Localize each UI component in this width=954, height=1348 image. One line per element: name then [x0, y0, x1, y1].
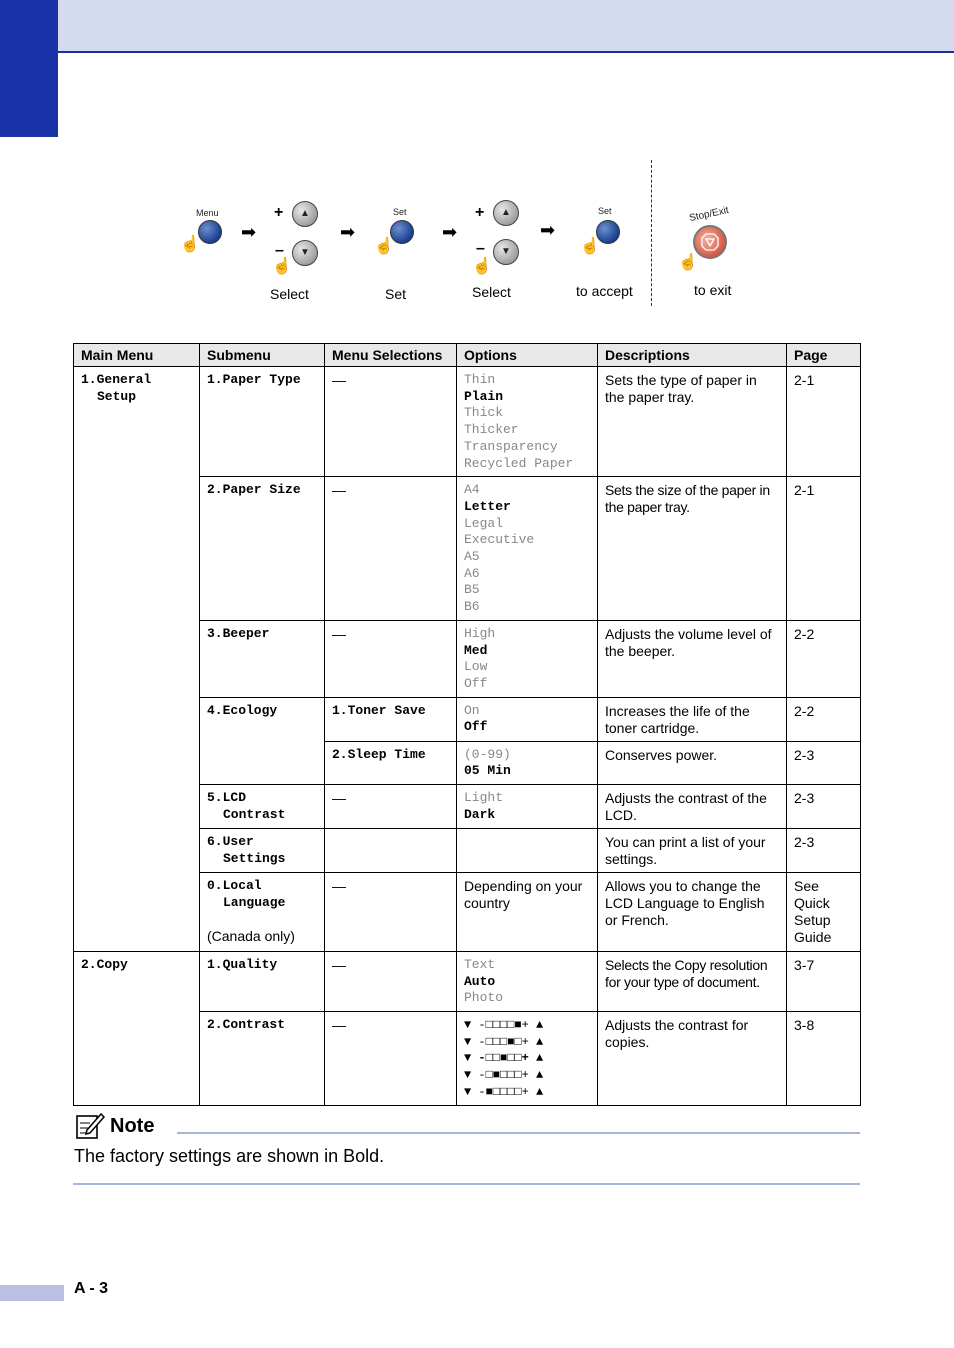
submenu-beeper — [200, 620, 325, 697]
option-value: Photo — [464, 990, 504, 1006]
option-value: Text — [464, 956, 496, 972]
note-divider — [177, 1132, 860, 1134]
option-value: Thick — [464, 405, 504, 421]
submenu-ecology — [200, 697, 325, 784]
caption-select: Select — [270, 286, 309, 302]
note-title: Note — [110, 1115, 155, 1137]
chapter-tab — [0, 0, 58, 137]
option-value-default: Plain — [464, 388, 504, 404]
finger-icon: ☝ — [472, 258, 492, 275]
submenu-label: 1.Quality — [207, 956, 278, 972]
selection-cell: — — [325, 951, 457, 1011]
submenu-label: Language — [223, 894, 286, 910]
options-cell — [457, 741, 598, 784]
options-cell — [457, 1011, 598, 1105]
finger-icon: ☝ — [580, 238, 600, 255]
description-cell: Adjusts the contrast of the LCD. — [598, 785, 787, 829]
option-value: A6 — [464, 565, 480, 581]
caption-set: Set — [385, 286, 407, 302]
page-cell: 3-8 — [787, 1011, 861, 1105]
submenu-local-language — [200, 873, 325, 952]
contrast-level-default: ▼ -□□■□□+ ▲ — [464, 1051, 544, 1066]
finger-icon: ☝ — [272, 258, 292, 275]
option-value: A5 — [464, 549, 480, 565]
option-value-default: 05 Min — [464, 763, 511, 779]
table-row — [74, 367, 861, 477]
main-menu-general-setup — [74, 367, 200, 952]
description-cell: Increases the life of the toner cartridge. — [598, 697, 787, 741]
minus-sign: – — [275, 242, 284, 259]
submenu-contrast — [200, 1011, 325, 1105]
stop-exit-key-label: Stop/Exit — [688, 204, 730, 225]
page-cell: 2-3 — [787, 829, 861, 873]
submenu-lcd-contrast — [200, 785, 325, 829]
menu-key-label: Menu — [196, 208, 219, 218]
page-footer-tab — [0, 1285, 64, 1301]
option-value: (0-99) — [464, 746, 511, 762]
options-cell — [457, 785, 598, 829]
page-number: A - 3 — [74, 1280, 109, 1297]
button-flow-diagram — [0, 150, 954, 320]
option-value-default: Off — [464, 719, 488, 735]
description-cell: Conserves power. — [598, 741, 787, 784]
header-descriptions: Descriptions — [598, 344, 787, 367]
arrow-right-icon: ➡ — [241, 222, 257, 242]
arrow-right-icon: ➡ — [540, 220, 556, 240]
description-cell: You can print a list of your settings. — [598, 829, 787, 873]
header-page: Page — [787, 344, 861, 367]
option-value: Low — [464, 659, 488, 675]
minus-sign: – — [476, 240, 485, 257]
description-cell: Adjusts the volume level of the beeper. — [598, 620, 787, 697]
page-cell: 2-1 — [787, 477, 861, 621]
page-cell: 2-2 — [787, 620, 861, 697]
option-value-default: Dark — [464, 806, 496, 822]
menu-button-icon — [198, 220, 222, 244]
stop-octagon-icon — [701, 233, 719, 251]
selection-sleep-time — [325, 741, 457, 784]
option-value: B5 — [464, 582, 480, 598]
set-key-label: Set — [393, 207, 407, 217]
plus-sign: + — [274, 204, 284, 221]
option-value: B6 — [464, 599, 480, 615]
submenu-user-settings — [200, 829, 325, 873]
option-value: High — [464, 625, 496, 641]
option-value: Recycled Paper — [464, 455, 574, 471]
page-cell: 3-7 — [787, 951, 861, 1011]
option-value: Off — [464, 675, 488, 691]
table-row — [74, 951, 861, 1011]
options-cell — [457, 951, 598, 1011]
options-cell: Depending on your country — [457, 873, 598, 952]
options-cell — [457, 620, 598, 697]
submenu-label: 0.Local — [207, 878, 262, 894]
contrast-level: ▼ -□□□■□+ ▲ — [464, 1034, 544, 1049]
options-cell — [457, 697, 598, 741]
submenu-paper-size — [200, 477, 325, 621]
finger-icon: ☝ — [180, 236, 200, 253]
dashed-divider — [651, 160, 652, 306]
description-cell: Sets the type of paper in the paper tray. — [598, 367, 787, 477]
main-menu-copy — [74, 951, 200, 1105]
header-band — [0, 0, 954, 53]
description-cell: Allows you to change the LCD Language to English or French. — [598, 873, 787, 952]
option-value-default: Letter — [464, 498, 511, 514]
arrow-right-icon: ➡ — [442, 222, 458, 242]
option-value: A4 — [464, 482, 480, 498]
finger-icon: ☝ — [374, 238, 394, 255]
option-value: Thicker — [464, 422, 519, 438]
arrow-right-icon: ➡ — [340, 222, 356, 242]
description-cell: Adjusts the contrast for copies. — [598, 1011, 787, 1105]
selection-toner-save — [325, 697, 457, 741]
up-arrow-button-icon: ▲ — [493, 200, 519, 226]
option-value: Thin — [464, 372, 496, 387]
down-arrow-button-icon: ▼ — [292, 240, 318, 266]
submenu-quality — [200, 951, 325, 1011]
selection-cell: — — [325, 1011, 457, 1105]
page-cell: 2-1 — [787, 367, 861, 477]
stop-button-icon — [693, 225, 727, 259]
header-options: Options — [457, 344, 598, 367]
page-cell: 2-3 — [787, 741, 861, 784]
page-cell: See Quick Setup Guide — [787, 873, 861, 952]
note-bottom-rule — [73, 1183, 860, 1185]
up-arrow-button-icon: ▲ — [292, 201, 318, 227]
option-value-default: Med — [464, 642, 488, 658]
description-cell: Sets the size of the paper in the paper tray. — [598, 477, 787, 621]
options-cell — [457, 367, 598, 477]
set-key-label: Set — [598, 206, 612, 216]
header-menu-selections: Menu Selections — [325, 344, 457, 367]
submenu-note: (Canada only) — [207, 928, 295, 945]
contrast-level: ▼ -□■□□□+ ▲ — [464, 1068, 544, 1083]
selection-label: 1.Toner Save — [332, 702, 426, 718]
selection-label: 2.Sleep Time — [332, 746, 426, 762]
option-value: Executive — [464, 532, 535, 548]
submenu-paper-type — [200, 367, 325, 477]
caption-to-exit: to exit — [694, 282, 732, 298]
submenu-label: 6.User — [207, 834, 254, 850]
options-cell — [457, 477, 598, 621]
note-text: The factory settings are shown in Bold. — [74, 1146, 385, 1166]
selection-cell: — — [325, 873, 457, 952]
submenu-label: 3.Beeper — [207, 625, 270, 641]
page-cell: 2-2 — [787, 697, 861, 741]
main-menu-label: 1.General — [81, 372, 152, 387]
plus-sign: + — [475, 204, 485, 221]
option-value: On — [464, 702, 480, 718]
options-cell-empty — [457, 829, 598, 873]
submenu-label: 2.Paper Size — [207, 482, 301, 498]
contrast-level: ▼ -■□□□□+ ▲ — [464, 1084, 544, 1099]
option-value-default: Auto — [464, 973, 496, 989]
selection-cell: — — [325, 785, 457, 829]
submenu-label: Contrast — [223, 806, 286, 822]
caption-to-accept: to accept — [576, 283, 633, 299]
page-cell: 2-3 — [787, 785, 861, 829]
main-menu-label: 2.Copy — [81, 956, 128, 972]
selection-cell: — — [325, 367, 457, 477]
submenu-label: Settings — [223, 850, 286, 866]
selection-cell: — — [325, 620, 457, 697]
header-submenu: Submenu — [200, 344, 325, 367]
option-value: Transparency — [464, 438, 558, 454]
menu-table — [73, 343, 861, 1106]
submenu-label: 2.Contrast — [207, 1016, 286, 1032]
selection-cell-empty — [325, 829, 457, 873]
submenu-label: 1.Paper Type — [207, 372, 301, 387]
down-arrow-button-icon: ▼ — [493, 239, 519, 265]
contrast-level: ▼ -□□□□■+ ▲ — [464, 1017, 544, 1032]
submenu-label: 4.Ecology — [207, 702, 278, 718]
option-value: Legal — [464, 515, 504, 531]
table-header-row — [74, 344, 861, 367]
header-main-menu: Main Menu — [74, 344, 200, 367]
main-menu-label: Setup — [97, 388, 137, 404]
selection-cell: — — [325, 477, 457, 621]
description-cell: Selects the Copy resolution for your type of document. — [598, 951, 787, 1011]
caption-select: Select — [472, 284, 511, 300]
option-value: Light — [464, 790, 504, 806]
submenu-label: 5.LCD — [207, 790, 247, 806]
finger-icon: ☝ — [678, 254, 698, 271]
note-pencil-icon — [75, 1110, 105, 1140]
